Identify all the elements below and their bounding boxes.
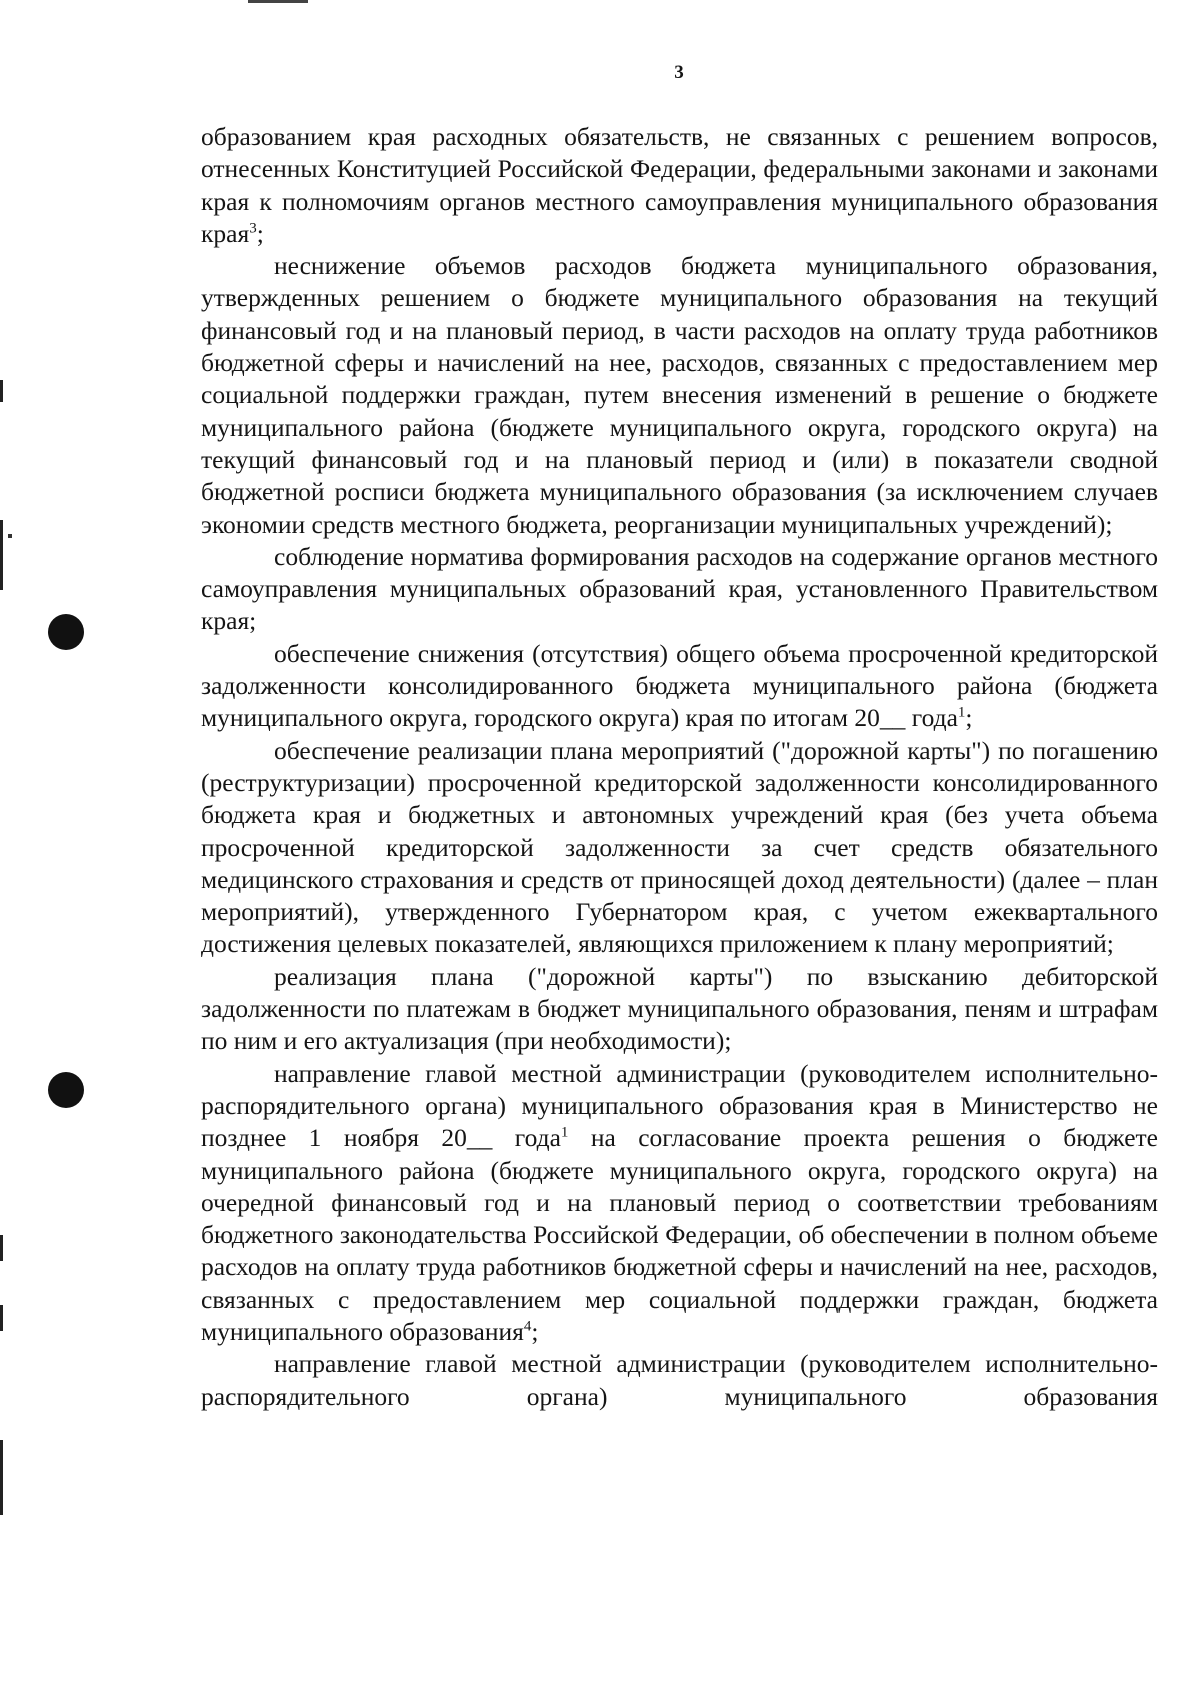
footnote-ref: 1 bbox=[957, 704, 966, 721]
paragraph: соблюдение норматива формирования расходов на содержание органов местного самоуправления муниципальных образований края, установленного Правительством края; bbox=[201, 541, 1158, 636]
paragraph: образованием края расходных обязательств, не связанных с решением вопросов, отнесенных Конституцией Российской Федерации, федеральными законами и законами края к полномочиям органов местного самоуправления муниципального образования края$^3$; bbox=[201, 122, 1158, 248]
footnote-ref: 1 bbox=[560, 1124, 569, 1141]
scan-margin-mark bbox=[0, 520, 3, 590]
paragraph: направление главой местной администрации (руководителем исполнительно-распорядительного органа) муниципального образования края в Министерство не позднее 1 ноября 20__ года$^1$ на согласование проекта решения о бюджете муниципального района (бюджете муниципального округа, городского округа) на очередной финансовый год и на плановый период о соответствии требованиям бюджетного законодательства Российской Федерации, об обеспечении в полном объеме расходов на оплату труда работников бюджетной сферы и начислений на нее, расходов, связанных с предоставлением мер социальной поддержки граждан, бюджета муниципального образования$^4$; bbox=[201, 1058, 1158, 1346]
paragraph: реализация плана ("дорожной карты") по взысканию дебиторской задолженности по платежам в бюджет муниципального образования, пеням и штрафам по ним и его актуализация (при необходимости); bbox=[201, 961, 1158, 1056]
paragraph: направление главой местной администрации (руководителем исполнительно-распорядительного органа) муниципального образования bbox=[201, 1349, 1158, 1411]
document-body bbox=[201, 121, 1158, 1413]
scan-dot bbox=[8, 534, 12, 538]
scan-margin-mark bbox=[0, 1305, 3, 1331]
scan-margin-mark bbox=[0, 1440, 3, 1515]
punch-hole bbox=[48, 614, 84, 650]
footnote-ref: 4 bbox=[523, 1318, 532, 1335]
scan-margin-mark bbox=[0, 380, 3, 402]
footnote-ref: 3 bbox=[249, 220, 257, 237]
paragraph: неснижение объемов расходов бюджета муниципального образования, утвержденных решением о бюджете муниципального образования на текущий финансовый год и на плановый период, в части расходов на оплату труда работников бюджетной сферы и начислений на нее, расходов, связанных с предоставлением мер социальной поддержки граждан, путем внесения изменений в решение о бюджете муниципального района (бюджете муниципального округа, городского округа) на текущий финансовый год и на плановый период и (или) в показатели сводной бюджетной росписи бюджета муниципального образования (за исключением случаев экономии средств местного бюджета, реорганизации муниципальных учреждений); bbox=[201, 251, 1158, 539]
paragraph: обеспечение реализации плана мероприятий ("дорожной карты") по погашению (реструктуризации) просроченной кредиторской задолженности консолидированного бюджета края и бюджетных и автономных учреждений края (без учета объема просроченной кредиторской задолженности за счет средств обязательного медицинского страхования и средств от приносящей доход деятельности) (далее – план мероприятий), утвержденного Губернатором края, с учетом ежеквартального достижения целевых показателей, являющихся приложением к плану мероприятий; bbox=[201, 735, 1158, 959]
scan-edge-mark bbox=[248, 0, 308, 3]
punch-hole bbox=[48, 1072, 84, 1108]
page-number: 3 bbox=[674, 62, 684, 83]
scan-margin-mark bbox=[0, 1235, 3, 1261]
paragraph: обеспечение снижения (отсутствия) общего объема просроченной кредиторской задолженности консолидированного бюджета муниципального района (бюджета муниципального округа, городского округа) края по итогам 20__ года$^1$; bbox=[201, 638, 1158, 733]
